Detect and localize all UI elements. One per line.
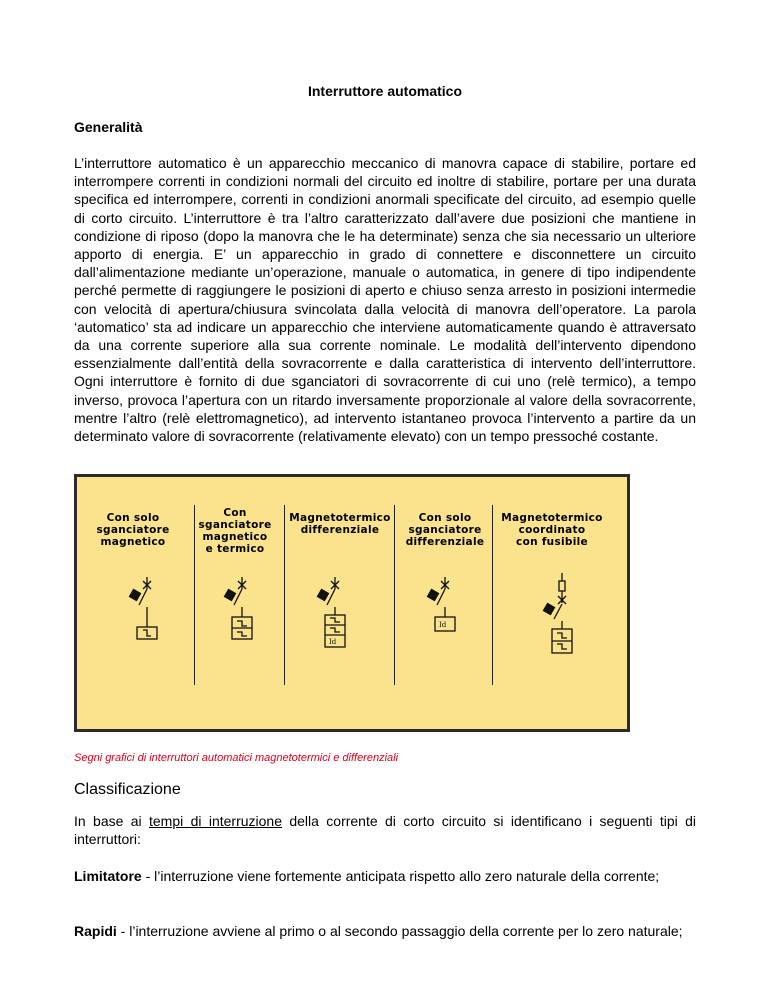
underlined-term: tempi di interruzione xyxy=(149,813,282,829)
paragraph-classificazione xyxy=(74,812,696,848)
list-item-rapidi xyxy=(74,922,696,940)
magnetothermal-breaker-symbol xyxy=(225,577,252,639)
circuit-symbols-svg xyxy=(77,477,627,729)
id-label-3: Id xyxy=(329,638,337,646)
fused-breaker-symbol xyxy=(544,573,572,653)
document-title: Interruttore automatico xyxy=(307,83,462,99)
id-label-4: Id xyxy=(439,621,447,629)
figure-caption: Segni grafici di interruttori automatici magnetotermici e differenziali xyxy=(74,752,399,764)
term-limitatore: Limitatore xyxy=(74,868,142,884)
term-rapidi: Rapidi xyxy=(74,923,117,939)
list-item-limitatore xyxy=(74,867,696,885)
paragraph-generalita: L’interruttore automatico è un apparecchio meccanico di manovra capace di stabilire, portare ed interrompere correnti in condizioni normali del circuito ed inoltre di stabilire, portare per una durata specifica ed interrompere, correnti in condizioni anormali specificate del circuito, ad esempio quelle di corto circuito. L’interruttore è tra l’altro caratterizzato dall’avere due posizioni che mantiene in condizione di riposo (dopo la manovra che le ha determinate) senza che sia necessario un ulteriore apporto di energia. E’ un apparecchio in grado di connettere e disconnettere un circuito dall’alimentazione mediante un’operazione, manuale o automatica, in genere di tipo indipendente perché permette di raggiungere le posizioni di aperto e chiuso senza arresto in posizioni intermedie con velocità di apertura/chiusura svincolata dalla velocità di manovra dell’operatore. La parola ‘automatico’ sta ad indicare un apparecchio che interviene automaticamente quando è attraversato da una corrente superiore alla sua corrente nominale. Le modalità dell’intervento dipendono essenzialmente dall’entità della sovracorrente e dalla caratteristica di intervento dell’interruttore. Ogni interruttore è fornito di due sganciatori di sovracorrente di cui uno (relè termico), a tempo inverso, provoca l’apertura con un ritardo inversamente proporzionale al valore della sovracorrente, mentre l’altro (relè elettromagnetico), ad intervento istantaneo provoca l’intervento a partire da un determinato valore di sovracorrente (relativamente elevato) con un tempo pressoché costante. xyxy=(74,155,696,445)
circuit-symbols-figure xyxy=(74,474,630,732)
magnetic-breaker-symbol xyxy=(130,577,157,639)
figure-label-2: Con sganciatore magnetico e termico xyxy=(198,507,272,555)
figure-label-4: Con solo sganciatore differenziale xyxy=(405,512,485,548)
figure-label-3: Magnetotermico differenziale xyxy=(289,512,391,536)
figure-label-1: Con solo sganciatore magnetico xyxy=(96,512,170,548)
para2-before: In base ai xyxy=(74,813,149,829)
heading-classificazione: Classificazione xyxy=(74,781,181,798)
para2-after: della corrente di corto circuito si identificano i seguenti tipi di interruttori: xyxy=(74,813,696,848)
text-limitatore: - l’interruzione viene fortemente anticipata rispetto allo zero naturale della corrente; xyxy=(141,868,660,884)
heading-generalita: Generalità xyxy=(74,119,143,135)
text-rapidi: - l’interruzione avviene al primo o al secondo passaggio della corrente per lo zero naturale; xyxy=(116,923,683,939)
figure-label-5: Magnetotermico coordinato con fusibile xyxy=(501,512,603,548)
magnetothermal-differential-symbol xyxy=(318,577,345,647)
